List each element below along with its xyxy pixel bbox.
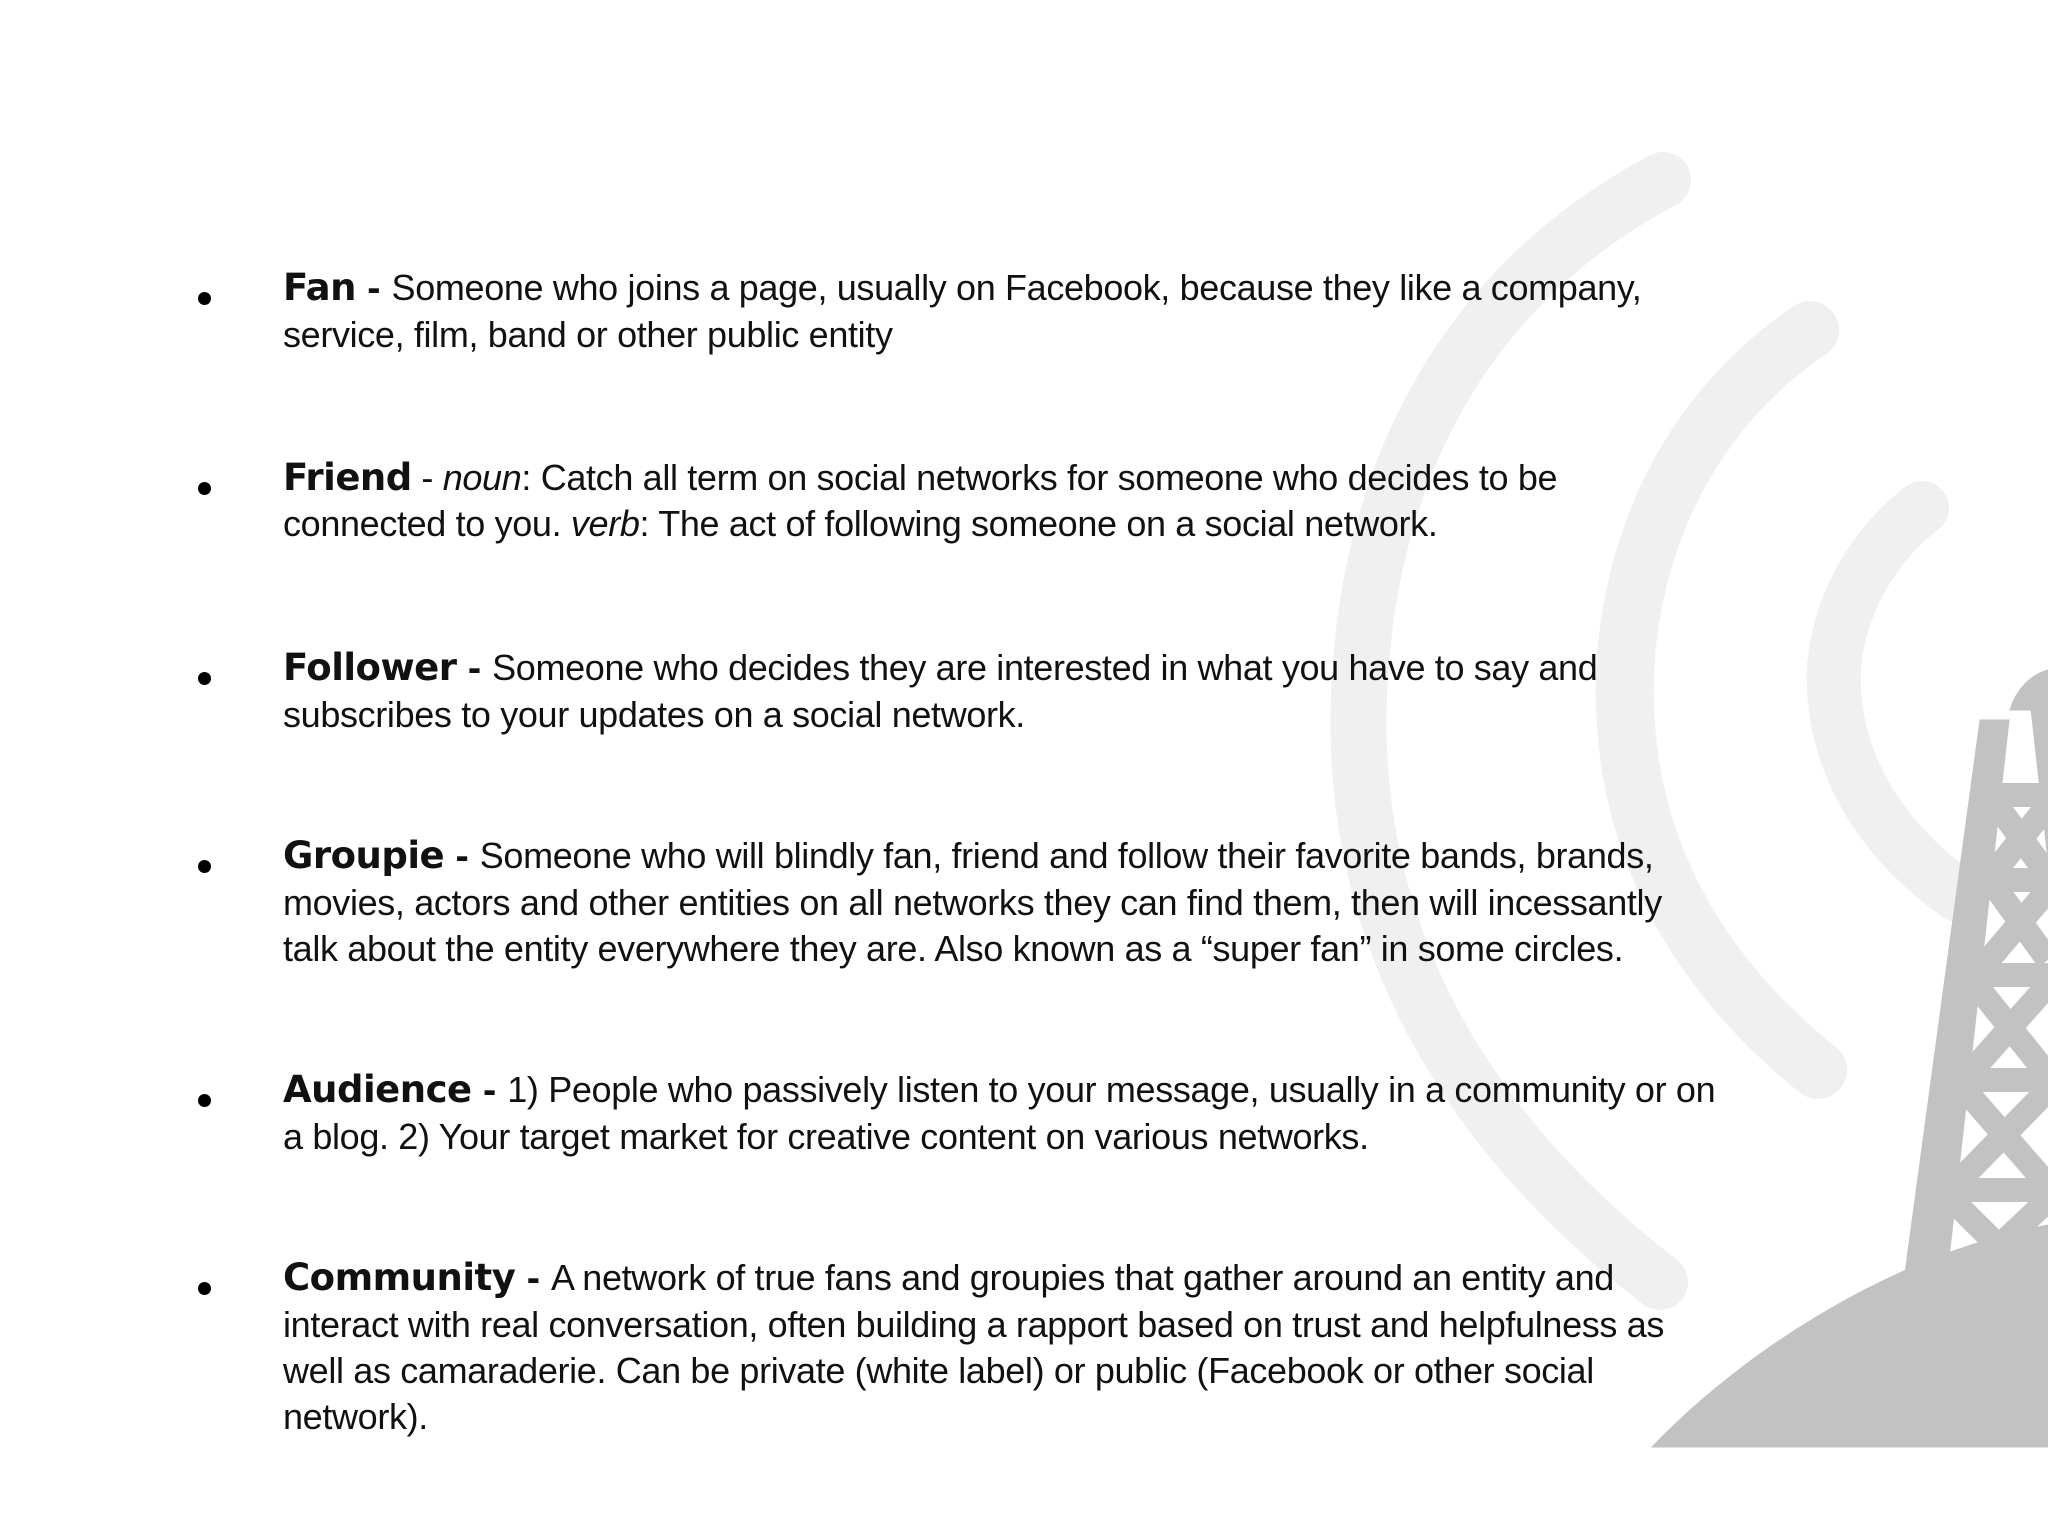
part-of-speech-verb: verb — [570, 503, 640, 544]
definition-separator: - — [471, 1071, 508, 1110]
term-label: Groupie — [283, 834, 445, 877]
definition-separator: - — [355, 269, 392, 308]
definition-text — [283, 833, 1763, 972]
definition-body-verb: : The act of following someone on a social network. — [639, 503, 1438, 544]
term-label: Friend — [283, 456, 412, 499]
bullet-icon — [198, 860, 211, 873]
definition-body: : Catch all term on social networks for someone who decides to be — [521, 457, 1558, 498]
definition-body: A network of true fans and groupies that gather around an entity and — [550, 1257, 1614, 1298]
definition-body-line-2: subscribes to your updates on a social network. — [283, 694, 1025, 735]
bullet-icon — [198, 672, 211, 685]
definition-body: 1) People who passively listen to your message, usually in a community or on — [507, 1069, 1716, 1110]
definition-body-line-2: interact with real conversation, often building a rapport based on trust and helpfulness as — [283, 1304, 1665, 1345]
definition-body: Someone who will blindly fan, friend and follow their favorite bands, brands, — [479, 835, 1654, 876]
definition-body: Someone who decides they are interested in what you have to say and — [492, 647, 1598, 688]
term-label: Follower — [283, 646, 457, 689]
definition-body-line-2: a blog. 2) Your target market for creative content on various networks. — [283, 1116, 1369, 1157]
tower-top — [2010, 670, 2048, 710]
definition-body: Someone who joins a page, usually on Facebook, because they like a company, — [391, 267, 1642, 308]
definition-text — [283, 455, 1763, 547]
definition-separator: - — [515, 1259, 551, 1298]
definition-text — [283, 1067, 1763, 1160]
definition-text — [283, 645, 1763, 738]
bullet-icon — [198, 292, 211, 305]
definition-separator: - — [411, 457, 443, 498]
definition-separator: - — [444, 837, 480, 876]
definition-text — [283, 1255, 1763, 1440]
definition-body-line-2: service, film, band or other public entity — [283, 314, 893, 355]
bullet-icon — [198, 1282, 211, 1295]
definition-text — [283, 265, 1763, 358]
term-label: Community — [283, 1256, 516, 1299]
definition-separator: - — [456, 649, 493, 688]
definition-body-line-3: well as camaraderie. Can be private (white label) or public (Facebook or other social — [283, 1350, 1594, 1391]
inner-signal-arc — [1834, 508, 1958, 895]
term-label: Fan — [283, 266, 356, 309]
bullet-icon — [198, 482, 211, 495]
part-of-speech-noun: noun — [442, 457, 522, 498]
definition-body-line-4: network). — [283, 1396, 428, 1437]
term-label: Audience — [283, 1068, 472, 1111]
definition-body-line-2: connected to you. — [283, 503, 571, 544]
definition-body-line-3: talk about the entity everywhere they are. Also known as a “super fan” in some circles. — [283, 928, 1624, 969]
definition-body-line-2: movies, actors and other entities on all networks they can find them, then will incessantly — [283, 882, 1662, 923]
bullet-icon — [198, 1094, 211, 1107]
